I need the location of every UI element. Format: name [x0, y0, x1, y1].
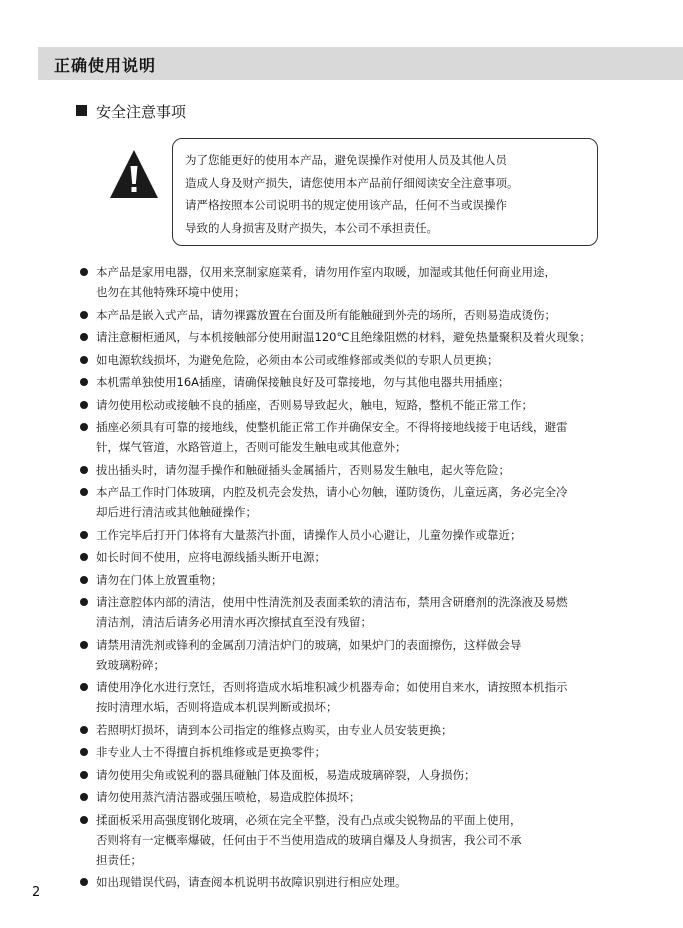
list-item-text: 本产品工作时门体玻璃，内腔及机壳会发热，请小心勿触，谨防烫伤，儿童远离，务必完全冷 — [96, 485, 568, 499]
list-item-text: 如电源软线损坏，为避免危险，必须由本公司或维修部或类似的专职人员更换； — [96, 352, 499, 367]
list-item-text: 却后进行清洁或其他触碰操作； — [96, 505, 257, 519]
list-item — [80, 547, 676, 567]
bullet-dot-icon — [80, 748, 88, 756]
list-item — [80, 327, 676, 347]
square-icon — [76, 105, 87, 116]
bullet-dot-icon — [80, 311, 88, 319]
list-item — [80, 810, 676, 870]
warning-notice-box — [172, 138, 598, 246]
list-item-text: 请使用净化水进行烹饪，否则将造成水垢堆积减少机器寿命；如使用自来水，请按照本机指示 — [96, 680, 568, 694]
list-item — [80, 570, 676, 590]
list-item-text: 请禁用清洗剂或锋利的金属刮刀清洁炉门的玻璃，如果炉门的表面擦伤，这样做会导 — [96, 637, 522, 652]
list-item-text: 揉面板采用高强度钢化玻璃，必须在完全平整，没有凸点或尖锐物品的平面上使用， — [96, 812, 522, 827]
list-item-text: 致玻璃粉碎； — [96, 657, 165, 672]
warning-text-line: 为了您能更好的使用本产品，避免误操作对使用人员及其他人员 — [185, 153, 507, 167]
bullet-dot-icon — [80, 878, 88, 886]
list-item-text: 如出现错误代码，请查阅本机说明书故障识别进行相应处理。 — [96, 875, 407, 889]
list-item — [80, 525, 676, 545]
list-item — [80, 635, 676, 675]
bullet-dot-icon — [80, 378, 88, 386]
list-item — [80, 417, 676, 457]
bullet-dot-icon — [80, 771, 88, 779]
warning-triangle-icon — [108, 148, 160, 200]
list-item-text: 非专业人士不得擅自拆机维修或是更换零件； — [96, 745, 326, 759]
section-title: 安全注意事项 — [96, 103, 187, 121]
bullet-dot-icon — [80, 488, 88, 496]
page-title: 正确使用说明 — [54, 56, 157, 75]
bullet-dot-icon — [80, 683, 88, 691]
warning-text-line: 造成人身及财产损失，请您使用本产品前仔细阅读安全注意事项。 — [185, 175, 519, 190]
list-item-text: 本产品是家用电器，仅用来烹制家庭菜肴，请勿用作室内取暖，加湿或其他任何商业用途， — [96, 265, 556, 279]
bullet-dot-icon — [80, 553, 88, 561]
bullet-dot-icon — [80, 466, 88, 474]
list-item-text: 如长时间不使用，应将电源线插头断开电源； — [96, 550, 326, 564]
list-item-text: 请注意腔体内部的清洁，使用中性清洗剂及表面柔软的清洁布，禁用含研磨剂的洗涤液及易燃 — [96, 595, 568, 609]
bullet-dot-icon — [80, 401, 88, 409]
bullet-dot-icon — [80, 726, 88, 734]
list-item-text: 按时清理水垢，否则将造成本机误判断或损坏； — [96, 700, 338, 714]
warning-text-line: 请严格按照本公司说明书的规定使用该产品，任何不当或误操作 — [185, 198, 507, 212]
page-number: 2 — [32, 885, 41, 900]
bullet-dot-icon — [80, 598, 88, 606]
bullet-dot-icon — [80, 641, 88, 649]
list-item-text: 清洁剂，清洁后请务必用清水再次擦拭直至没有残留； — [96, 615, 372, 629]
safety-list — [80, 262, 676, 895]
list-item — [80, 305, 676, 325]
list-item — [80, 395, 676, 415]
bullet-dot-icon — [80, 333, 88, 341]
list-item — [80, 765, 676, 785]
list-item — [80, 372, 676, 392]
list-item — [80, 350, 676, 370]
list-item — [80, 742, 676, 762]
list-item — [80, 592, 676, 632]
list-item-text: 工作完毕后打开门体将有大量蒸汽扑面，请操作人员小心避让，儿童勿操作或靠近； — [96, 527, 522, 542]
list-item-text: 也勿在其他特殊环境中使用； — [96, 285, 246, 299]
list-item — [80, 720, 676, 740]
list-item — [80, 677, 676, 717]
list-item-text: 插座必须具有可靠的接地线，使整机能正常工作并确保安全。不得将接地线接于电话线，避雷 — [96, 420, 568, 434]
list-item-text: 请勿使用蒸汽清洁器或强压喷枪，易造成腔体损坏； — [96, 790, 361, 804]
warning-text-line: 导致的人身损害及财产损失，本公司不承担责任。 — [185, 220, 438, 235]
bullet-dot-icon — [80, 531, 88, 539]
bullet-dot-icon — [80, 356, 88, 364]
bullet-dot-icon — [80, 268, 88, 276]
header-band — [38, 47, 683, 80]
list-item — [80, 460, 676, 480]
list-item-text: 拔出插头时，请勿湿手操作和触碰插头金属插片，否则易发生触电，起火等危险； — [96, 462, 510, 477]
list-item — [80, 872, 676, 892]
list-item-text: 请勿使用松动或接触不良的插座，否则易导致起火，触电，短路，整机不能正常工作； — [96, 397, 533, 412]
list-item-text: 请勿在门体上放置重物； — [96, 572, 223, 587]
list-item — [80, 482, 676, 522]
bullet-dot-icon — [80, 423, 88, 431]
bullet-dot-icon — [80, 576, 88, 584]
list-item-text: 本产品是嵌入式产品，请勿裸露放置在台面及所有能触碰到外壳的场所，否则易造成烫伤； — [96, 307, 556, 322]
list-item-text: 请注意橱柜通风，与本机接触部分使用耐温120℃且绝缘阻燃的材料，避免热量聚积及着火现象； — [96, 330, 591, 344]
list-item — [80, 262, 676, 302]
list-item-text: 请勿使用尖角或锐利的器具碰触门体及面板，易造成玻璃碎裂，人身损伤； — [96, 767, 476, 782]
list-item-text: 担责任； — [96, 852, 142, 867]
list-item-text: 针，煤气管道，水路管道上，否则可能发生触电或其他意外； — [96, 440, 407, 454]
list-item-text: 本机需单独使用16A插座，请确保接触良好及可靠接地，勿与其他电器共用插座； — [96, 375, 510, 389]
bullet-dot-icon — [80, 793, 88, 801]
list-item — [80, 787, 676, 807]
list-item-text: 若照明灯损坏，请到本公司指定的维修点购买，由专业人员安装更换； — [96, 722, 453, 737]
list-item-text: 否则将有一定概率爆破，任何由于不当使用造成的玻璃自爆及人身损害，我公司不承 — [96, 832, 522, 847]
bullet-dot-icon — [80, 816, 88, 824]
